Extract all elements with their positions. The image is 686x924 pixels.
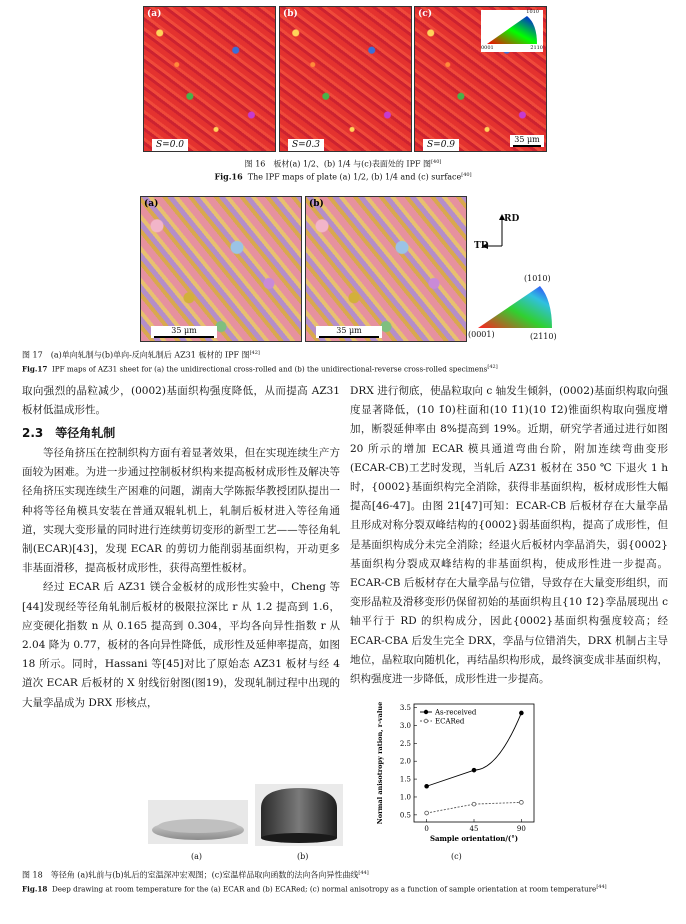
fig16-panel-a xyxy=(143,6,276,152)
td-label: TD xyxy=(474,241,489,251)
y-tick-label: 1.5 xyxy=(399,775,411,784)
scale-bar xyxy=(316,326,382,338)
fig17-caption-cn: 图 17 (a)单向轧制与(b)单向-反向轧制后 AZ31 板材的 IPF 图[42] xyxy=(22,350,260,360)
strain-label: S=0.0 xyxy=(152,139,188,151)
x-tick-label: 0 xyxy=(424,825,429,833)
scale-bar xyxy=(510,135,544,147)
fig18-caption-en: Fig.18 Deep drawing at room temperature for the (a) ECAR and (b) ECARed; (c) normal anisotropy as a function of sample orientation at room temperature[44] xyxy=(22,884,607,894)
fig17-ipf-legend xyxy=(470,272,560,344)
cup-b-photo xyxy=(255,784,343,846)
y-tick-label: 1.0 xyxy=(399,793,411,802)
section-heading: 2.3 等径角轧制 xyxy=(22,426,116,440)
fig16-caption-cn: 图 16 板材(a) 1/2、(b) 1/4 与(c)表面处的 IPF 图[40] xyxy=(244,159,442,169)
panel-label: (a) xyxy=(147,9,162,19)
scale-label: 35 μm xyxy=(514,135,540,144)
ipf-label: 10̄10 xyxy=(526,9,539,15)
fig17-panel-a xyxy=(140,196,302,342)
rd-td-axes xyxy=(474,210,538,260)
data-point xyxy=(519,711,523,715)
y-tick-label: 2.5 xyxy=(399,739,411,748)
fig16-caption-en: Fig.16 The IPF maps of plate (a) 1/2, (b) 1/4 and (c) surface[40] xyxy=(214,171,472,182)
fig16-panel-b xyxy=(279,6,412,152)
legend-marker xyxy=(424,719,428,723)
panel-label: (c) xyxy=(418,9,432,19)
ipf-legend xyxy=(481,10,543,52)
x-tick-label: 45 xyxy=(469,825,479,833)
ipf-label: (1010) xyxy=(524,274,551,283)
fig17-caption-en: Fig.17 IPF maps of AZ31 sheet for (a) the unidirectional cross-rolled and (b) the unidirectional-reverse cross-rolled specimens[42] xyxy=(22,364,498,374)
panel-label: (b) xyxy=(283,9,298,19)
left-column-body: 等径角挤压在控制织构方面有着显著效果，但在实现连续生产方面较为困难。为进一步通过控制板材织构来提高板材成形性及解决等径角挤压实现连续生产困难的问题，湖南大学陈振华教授团队提出一种将等径角模具安装在普通双辊轧机上，轧制后板材进入等径角通道，实现大变形量的同时进行连续剪切变形的新型工艺——等径角轧制(ECAR)[43]，发现 ECAR 的剪切力能削弱基面织构，开动更多非基面滑移，提高板材成形性，获得高塑性板材。 经过 ECAR 后 AZ31 镁合金板材的成形性实验中，Cheng 等[44]发现经等径角轧制后板材的极限拉深比 r 从 1.2 提高到 1.6，应变硬化指数 n 从 0.165 提高到 0.304，平均各向异性指数 r 从 2.04 降为 0.77，板材的各向异性降低，成形性及延伸率提高，如图 18 所示。同时，Hassani 等[45]对比了原始态 AZ31 板材与经 4 道次 ECAR 后板材的 X 射线衍射图(图19)，发现轧制过程中出现的大量孪晶成为 DRX 形核点， xyxy=(22,447,340,709)
legend-entry: ECARed xyxy=(435,717,465,726)
fig18-sub-a: (a) xyxy=(191,852,203,861)
right-column-body: DRX 进行彻底，使晶粒取向 c 轴发生倾斜，(0002)基面织构取向强度显著降低，(10 1̄0)柱面和(10 1̄1)(10 1̄2)锥面织构取向强度增加，断裂延伸率由 8%提高到 19%。近期，研究学者通过进行如图 20 所示的增加 ECAR 模具通道弯曲台阶，附加连续弯曲变形(ECAR-CB)工艺时发现，当轧后 AZ31 板材在 350 ℃ 下退火 1 h 时，{0002}基面织构完全消除，获得非基面织构，板材成形性大幅提高[46-47]。由图 21[47]可知：ECAR-CB 后板材存在大量孪晶且形成对称分裂双峰结构的{0002}弱基面织构，提高了成形性，但是基面织构成分未完全消除；经退火后板材内孪晶消失，弱{0002}基面织构分裂成双峰结构的非基面织构，使成形性进一步提高。ECAR-CB 后板材存在大量孪晶与位错，导致存在大量变形组织，而变形晶粒及滑移变形仍保留初始的基面织构且{10 1̄2}孪晶展现出 c 轴平行于 RD 的织构成分，因此{0002}基面织构强度较高；经 ECAR-CBA 后发生完全 DRX，孪晶与位错消失，DRX 机制占主导地位，晶粒取向随机化，再结晶织构形成，最终演变成非基面织构，织构强度进一步降低，成形性进一步提高。 xyxy=(350,385,668,686)
data-point xyxy=(472,768,476,772)
legend-marker xyxy=(424,710,428,714)
legend-entry: As-received xyxy=(435,708,477,717)
y-tick-label: 3.0 xyxy=(399,721,411,730)
fig18-photo-a xyxy=(148,800,248,844)
strain-label: S=0.9 xyxy=(423,139,459,151)
data-point xyxy=(425,784,429,788)
fig18-sub-b: (b) xyxy=(297,852,309,861)
scale-label: 35 μm xyxy=(171,326,197,335)
x-tick-label: 90 xyxy=(516,825,526,833)
y-tick-label: 3.5 xyxy=(399,704,411,713)
data-point xyxy=(519,800,523,804)
fig18-caption-cn: 图 18 等径角 (a)轧前与(b)轧后的室温深冲宏观图；(c)室温样品取向函数的法向各向异性曲线[44] xyxy=(22,870,369,880)
x-axis-label: Sample orientation/(°) xyxy=(429,834,519,843)
data-point xyxy=(472,802,476,806)
left-column-top: 取向强烈的晶粒减少，(0002)基面织构强度降低，从而提高 AZ31 板材低温成形性。 xyxy=(22,385,340,417)
rd-label: RD xyxy=(504,214,520,224)
strain-label: S=0.3 xyxy=(288,139,324,151)
ipf-label: 0001 xyxy=(481,45,494,51)
fig16-panel-c xyxy=(414,6,547,152)
scale-bar xyxy=(151,326,217,338)
cup-a-photo xyxy=(148,800,248,844)
fig18-chart xyxy=(370,696,550,856)
ipf-label: (0001) xyxy=(468,330,495,339)
y-axis-label: Normal anisotropy ration, r-value xyxy=(376,701,384,825)
panel-label: (a) xyxy=(144,199,159,209)
ipf-label: (2110) xyxy=(530,332,557,341)
fig18-photo-b xyxy=(255,784,343,846)
scale-label: 35 μm xyxy=(336,326,362,335)
y-tick-label: 2.0 xyxy=(399,757,411,766)
y-tick-label: 0.5 xyxy=(399,811,411,820)
data-point xyxy=(425,811,429,815)
fig18-sub-c: (c) xyxy=(451,852,462,861)
ipf-label: 2̄110 xyxy=(530,45,543,51)
fig17-panel-b xyxy=(305,196,467,342)
panel-label: (b) xyxy=(309,199,324,209)
